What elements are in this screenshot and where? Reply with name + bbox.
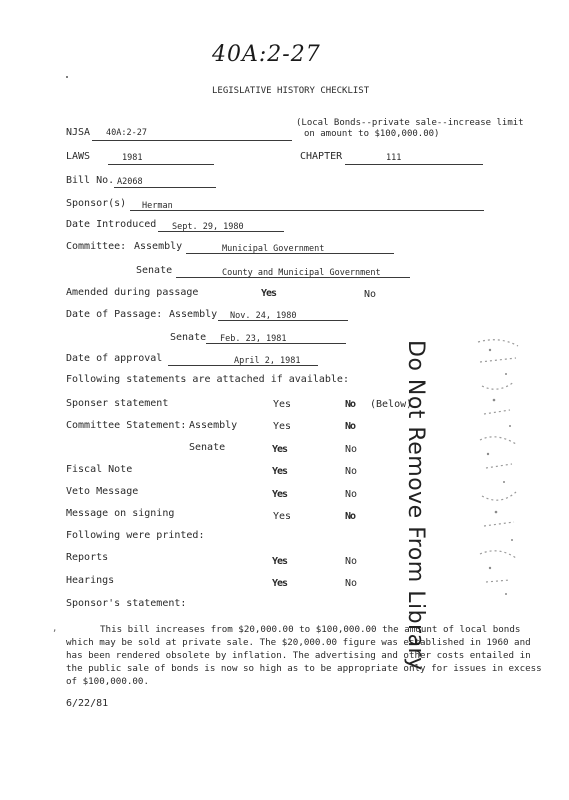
laws-underline: [108, 164, 214, 165]
passage-assembly-label: Assembly: [169, 309, 218, 320]
reports-yes-struck: Yes: [272, 556, 288, 567]
amended-no: No: [364, 289, 377, 300]
passage-senate-underline: [206, 343, 346, 344]
sponsor-statement-text: This bill increases from $20,000.00 to $100,000.00 the amount of local bonds which may be sold at private sale. The $20,000.00 figure was established in 1960 and has been rendered obsolete by inflation. The advertising and other costs entailed in the public sale of bonds is now so high as to be appropriate only for issues in excess of $100,000.00.: [66, 624, 542, 687]
committee-senate-underline: [176, 277, 410, 278]
date-introduced-underline: [158, 231, 284, 232]
sponsor-statement-no-struck: No: [345, 399, 356, 410]
passage-senate-label: Senate: [170, 332, 207, 343]
committee-statement-label: Committee Statement:: [66, 420, 187, 431]
description-line-1: (Local Bonds--private sale--increase limit: [296, 118, 524, 128]
njsa-label: NJSA: [66, 127, 91, 138]
committee-statement-no-struck: No: [345, 421, 356, 432]
passage-assembly-value: Nov. 24, 1980: [230, 311, 297, 321]
committee-assembly-value: Municipal Government: [222, 244, 325, 254]
signing-message-no-struck: No: [345, 511, 356, 522]
reports-label: Reports: [66, 552, 109, 563]
committee-senate-no: No: [345, 444, 358, 455]
amended-label: Amended during passage: [66, 287, 199, 298]
fiscal-note-label: Fiscal Note: [66, 464, 133, 475]
page-title: LEGISLATIVE HISTORY CHECKLIST: [212, 86, 370, 96]
reports-no: No: [345, 556, 358, 567]
hearings-label: Hearings: [66, 575, 115, 586]
margin-mark: ,: [52, 624, 58, 634]
veto-message-label: Veto Message: [66, 486, 139, 497]
sponsor-statement-note: (Below): [370, 399, 413, 410]
veto-message-yes-struck: Yes: [272, 489, 288, 500]
committee-senate-statement-label: Senate: [189, 442, 226, 453]
approval-value: April 2, 1981: [234, 356, 301, 366]
amended-yes-struck: Yes: [261, 288, 277, 299]
sponsor-statement-body: [66, 623, 542, 688]
footer-date: 6/22/81: [66, 698, 109, 709]
sponsor-statement-label: Sponser statement: [66, 398, 169, 409]
committee-statement-yes: Yes: [273, 421, 292, 432]
committee-label: Committee:: [66, 241, 127, 252]
sponsor-statement-yes: Yes: [273, 399, 292, 410]
passage-label: Date of Passage:: [66, 309, 163, 320]
committee-senate-label: Senate: [136, 265, 173, 276]
approval-underline: [168, 365, 318, 366]
sponsors-underline: [130, 210, 484, 211]
sponsors-value: Herman: [142, 201, 173, 211]
committee-assembly-label: Assembly: [134, 241, 183, 252]
description-line-2: on amount to $100,000.00): [304, 129, 440, 139]
hearings-yes-struck: Yes: [272, 578, 288, 589]
laws-label: LAWS: [66, 151, 91, 162]
committee-statement-assembly: Assembly: [189, 420, 238, 431]
fiscal-note-yes-struck: Yes: [272, 466, 288, 477]
laws-value: 1981: [122, 153, 143, 163]
bill-underline: [114, 187, 216, 188]
date-introduced-value: Sept. 29, 1980: [172, 222, 244, 232]
date-introduced-label: Date Introduced: [66, 219, 157, 230]
chapter-underline: [345, 164, 483, 165]
njsa-value: 40A:2-27: [106, 128, 147, 138]
chapter-label: CHAPTER: [300, 151, 343, 162]
handwritten-code: 40A:2-27: [212, 42, 321, 67]
faded-stamp-marks: [470, 336, 530, 606]
scan-speck: [66, 76, 68, 78]
signing-message-label: Message on signing: [66, 508, 175, 519]
committee-senate-value: County and Municipal Government: [222, 268, 381, 278]
sponsors-label: Sponsor(s): [66, 198, 127, 209]
library-stamp: Do Not Remove From Library: [403, 340, 428, 671]
chapter-value: 111: [386, 153, 402, 163]
veto-message-no: No: [345, 489, 358, 500]
passage-assembly-underline: [218, 320, 348, 321]
signing-message-yes: Yes: [273, 511, 292, 522]
approval-label: Date of approval: [66, 353, 163, 364]
fiscal-note-no: No: [345, 466, 358, 477]
bill-label: Bill No.: [66, 175, 115, 186]
printed-heading: Following were printed:: [66, 530, 205, 541]
committee-assembly-underline: [186, 253, 394, 254]
sponsor-statement-heading: Sponsor's statement:: [66, 598, 187, 609]
njsa-underline: [92, 140, 292, 141]
attached-heading: Following statements are attached if available:: [66, 374, 349, 385]
committee-senate-yes-struck: Yes: [272, 444, 288, 455]
bill-value: A2068: [117, 177, 143, 187]
passage-senate-value: Feb. 23, 1981: [220, 334, 287, 344]
hearings-no: No: [345, 578, 358, 589]
